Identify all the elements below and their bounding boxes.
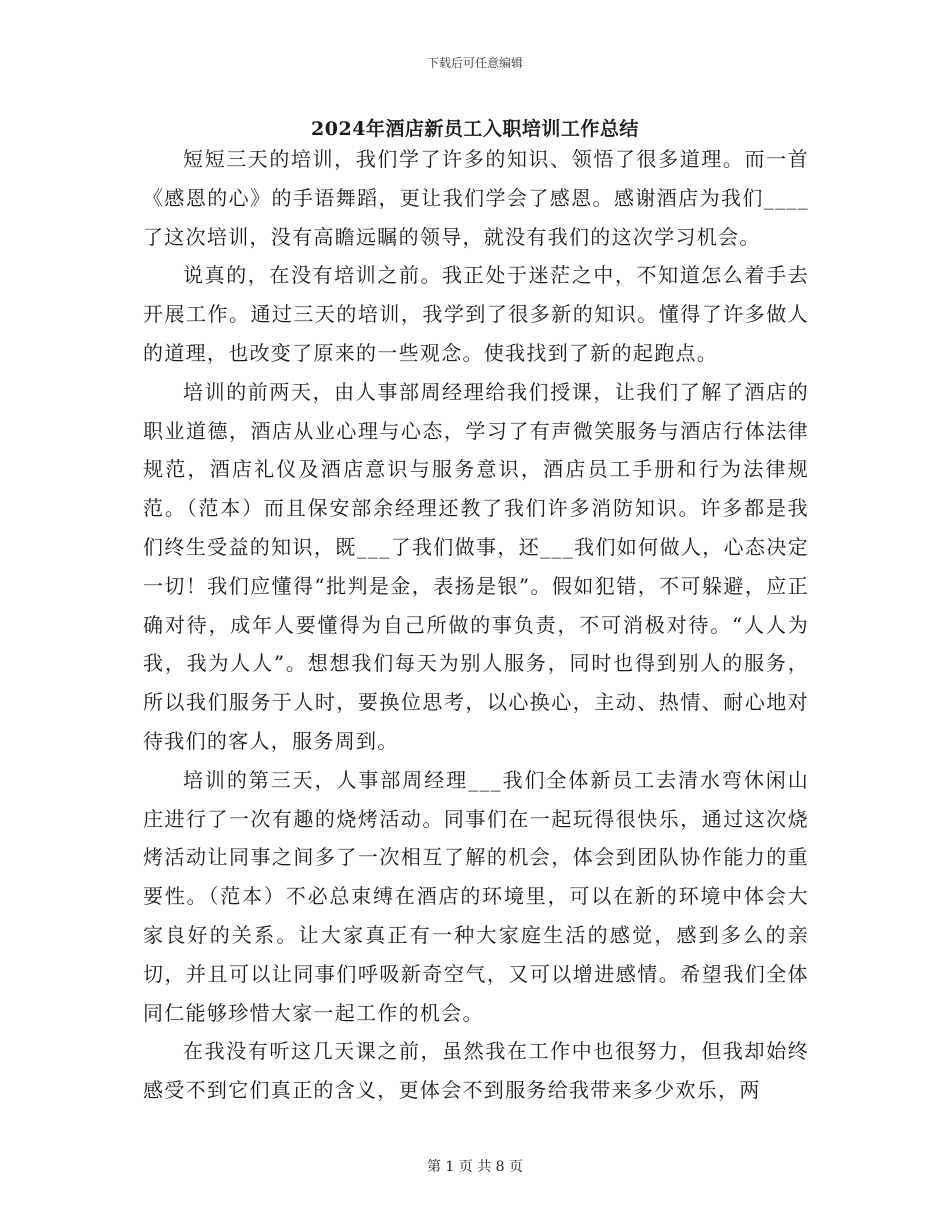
paragraph: 说真的，在没有培训之前。我正处于迷茫之中，不知道怎么着手去开展工作。通过三天的培训，我学到了很多新的知识。懂得了许多做人的道理，也改变了原来的一些观念。使我找到了新的起跑点。 (143, 263, 809, 365)
paragraph: 短短三天的培训，我们学了许多的知识、领悟了很多道理。而一首《感恩的心》的手语舞蹈，更让我们学会了感恩。感谢酒店为我们____了这次培训，没有高瞻远瞩的领导，就没有我们的这次学习机会。 (143, 147, 809, 249)
paragraph: 培训的第三天，人事部周经理___我们全体新员工去清水弯休闲山庄进行了一次有趣的烧烤活动。同事们在一起玩得很快乐，通过这次烧烤活动让同事之间多了一次相互了解的机会，体会到团队协作能力的重要性。（范本）不必总束缚在酒店的环境里，可以在新的环境中体会大家良好的关系。让大家真正有一种大家庭生活的感觉，感到多么的亲切，并且可以让同事们呼吸新奇空气，又可以增进感情。希望我们全体同仁能够珍惜大家一起工作的机会。 (143, 767, 809, 1025)
paragraph: 培训的前两天，由人事部周经理给我们授课，让我们了解了酒店的职业道德，酒店从业心理与心态，学习了有声微笑服务与酒店行体法律规范，酒店礼仪及酒店意识与服务意识，酒店员工手册和行为法律规范。（范本）而且保安部余经理还教了我们许多消防知识。许多都是我们终生受益的知识，既___了我们做事，还___我们如何做人，心态决定一切！我们应懂得“批判是金，表扬是银”。假如犯错，不可躲避，应正确对待，成年人要懂得为自己所做的事负责，不可消极对待。“人人为我，我为人人”。想想我们每天为别人服务，同时也得到别人的服务，所以我们服务于人时，要换位思考，以心换心，主动、热情、耐心地对待我们的客人，服务周到。 (143, 379, 809, 753)
page-number: 第 1 页 共 8 页 (426, 1159, 524, 1175)
header-note: 下载后可任意编辑 (426, 56, 523, 70)
paragraph: 在我没有听这几天课之前，虽然我在工作中也很努力，但我却始终感受不到它们真正的含义，更体会不到服务给我带来多少欢乐，两 (143, 1039, 809, 1103)
document-body (143, 140, 809, 1110)
document-title: 2024年酒店新员工入职培训工作总结 (311, 118, 639, 140)
